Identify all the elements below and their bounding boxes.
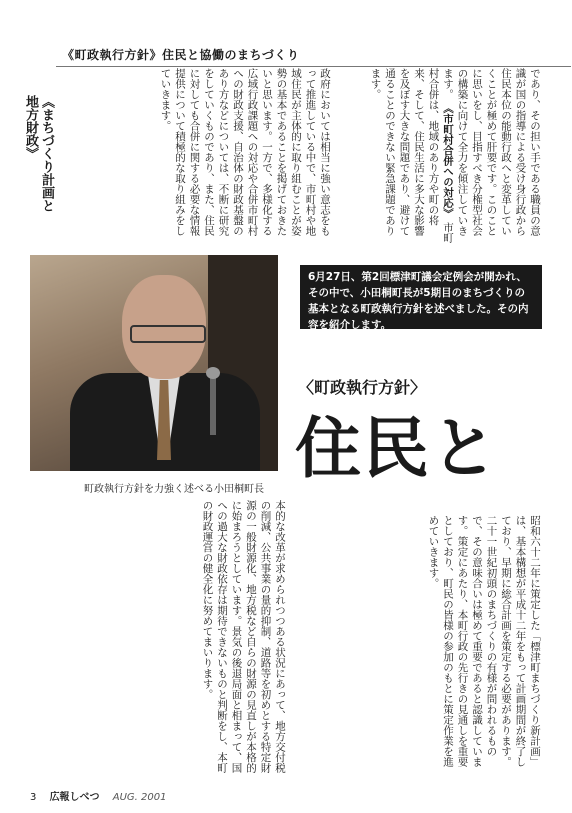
article-column-top-right (340, 68, 542, 243)
header (28, 10, 538, 62)
article-column-bottom-left (22, 500, 287, 775)
column-text: であり、その担い手である職員の意識が国の指導による受け身行政から住民本位の能動行政へと変革していくことが極めて肝要です。このことに思いをし、目指すべき分権型社会の構築に向けて全力を傾注していきます。 (442, 68, 541, 236)
footer (30, 788, 166, 803)
page-number: 3 (30, 792, 37, 803)
issue-date: AUG. 2001 (112, 792, 167, 803)
column-text: 市町村合併は、地域のあり方や町の将来、そして、住民生活に多大な影響を及ぼす大きな問題であり、避けて通ることのできない緊急課題であります。 (369, 68, 454, 243)
policy-label: 〈町政執行方針〉 (298, 378, 427, 397)
header-rule (56, 66, 571, 67)
column-text: 政府においては相当に強い意志をもって推進している中で、市町村や地域住民が主体的に取り組むことが姿勢の基本であることを掲げておきたいと思います。一方で、多様化する広域行政課題への対応や合併市町村への財政支援、自治体の財政基盤のあり方などについては、不断に研究をしていくものであり、また、住民に対しても合併に関する必要な情報提供について積極的な取り組みをしていきます。 (159, 68, 331, 236)
headline: 住民と (295, 410, 499, 487)
article-column-bottom-right (292, 515, 542, 775)
page-header-title: 《町政執行方針》住民と協働のまちづくり (62, 48, 300, 62)
intro-box: 6月27日、第2回標津町議会定例会が開かれ、その中で、小田桐町長が5期目のまちづくりの基本となる町政執行方針を述べました。その内容を紹介します。 (300, 265, 542, 329)
column-text: 昭和六十二年に策定した「標津町まちづくり新計画」は、基本構想が平成十二年をもって計画期間が終了しており、早期に総合計画を策定する必要があります。二十一世紀初頭のまちづくりの有様が問われるもので、その意味合いは極めて重要であると認識しています。策定にあたり、本町行政の先行きの見通しを重要としており、町民の皆様の参加のもとに策定作業を進めていきます。 (427, 515, 541, 767)
side-note: 《まちづくり計画と地方財政》 (23, 95, 54, 212)
photo-person-glasses (130, 325, 206, 343)
column-subheading: 《市町村合併への対応》 (442, 102, 454, 219)
column-text: 本的な改革が求められつつある状況にあって、地方交付税の削減、公共事業の量的抑制、道路等を初めとする特定財源の一般財源化、地方税など自らの財源の見直しが本格的に始まろうとしています。景気の後退局面と相まって、国への過大な財政依存は期待できないものと判断をし、本町の財政運営の健全化に努めてまいります。 (201, 500, 286, 773)
microphone-icon (206, 367, 220, 379)
microphone-stand (210, 375, 216, 435)
article-column-top-left (112, 68, 332, 243)
mayor-photo (30, 255, 278, 471)
magazine-name: 広報しべつ (49, 792, 100, 803)
photo-caption: 町政執行方針を力強く述べる小田桐町長 (84, 484, 264, 495)
